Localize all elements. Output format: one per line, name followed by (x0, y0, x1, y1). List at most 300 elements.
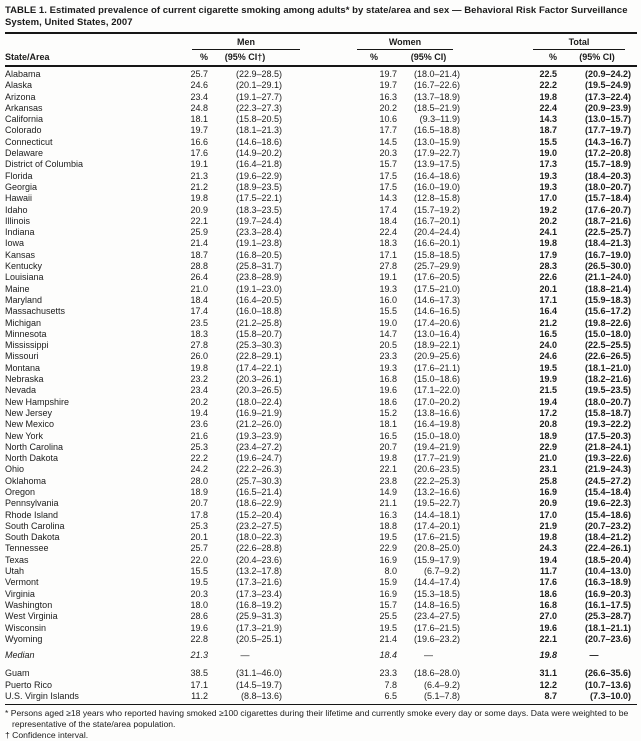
women-pct-cell: 16.3 (379, 91, 397, 102)
total-pct-cell: 22.1 (539, 633, 557, 644)
men-pct-cell: 20.7 (190, 498, 208, 509)
men-pct-cell: 23.4 (190, 385, 208, 396)
state-name-cell: New Mexico (5, 419, 55, 430)
women-pct-cell: 10.6 (379, 114, 397, 125)
women-pct-cell: 18.4 (379, 650, 397, 661)
total-pct-header: % (548, 52, 557, 62)
women-ci-cell: (18.5–21.9) (413, 102, 460, 113)
state-name-cell: West Virginia (5, 611, 58, 622)
total-ci-cell: (20.9–23.9) (584, 102, 631, 113)
men-pct-cell: 18.7 (190, 249, 208, 260)
women-pct-cell: 25.5 (379, 611, 397, 622)
total-pct-cell: 20.8 (539, 419, 557, 430)
women-pct-cell: 23.3 (379, 351, 397, 362)
state-name-cell: New Hampshire (5, 396, 70, 407)
total-pct-cell: 12.2 (539, 679, 557, 690)
table-row (5, 125, 637, 136)
women-ci-cell: (6.4–9.2) (423, 679, 460, 690)
men-ci-cell: (22.8–29.1) (235, 351, 282, 362)
men-ci-cell: (17.3–23.4) (235, 588, 282, 599)
total-ci-cell: (17.5–20.3) (584, 430, 631, 441)
total-pct-cell: 22.9 (539, 441, 557, 452)
women-pct-cell: 15.9 (379, 577, 397, 588)
total-pct-cell: 24.0 (539, 340, 557, 351)
table-row (5, 205, 637, 216)
men-pct-cell: 21.0 (190, 283, 208, 294)
total-pct-cell: 19.8 (539, 238, 557, 249)
men-pct-cell: 22.2 (190, 453, 208, 464)
table-row (5, 521, 637, 532)
women-ci-cell: (12.8–15.8) (413, 193, 460, 204)
state-name-cell: Indiana (5, 227, 35, 238)
women-pct-cell: 16.5 (379, 430, 397, 441)
total-ci-cell: (20.7–23.6) (584, 633, 631, 644)
men-pct-cell: 24.2 (190, 464, 208, 475)
total-ci-cell: (22.6–26.5) (584, 351, 631, 362)
men-ci-cell: (16.4–20.5) (235, 294, 282, 305)
table-row (5, 261, 637, 272)
table-row (5, 272, 637, 283)
men-pct-cell: 25.7 (190, 69, 208, 79)
women-pct-cell: 22.4 (379, 227, 397, 238)
women-pct-cell: 20.5 (379, 340, 397, 351)
state-name-cell: Iowa (5, 238, 25, 249)
men-ci-cell: (31.1–46.0) (235, 668, 282, 679)
men-ci-cell: (18.1–21.3) (235, 125, 282, 136)
women-ci-cell: (13.0–15.9) (413, 136, 460, 147)
state-name-cell: Rhode Island (5, 509, 59, 520)
total-pct-cell: 22.2 (539, 80, 557, 91)
women-pct-cell: 19.5 (379, 532, 397, 543)
women-pct-cell: 21.4 (379, 633, 397, 644)
table-row (5, 306, 637, 317)
total-pct-cell: 20.1 (539, 283, 557, 294)
total-ci-cell: (19.6–22.3) (584, 498, 631, 509)
men-ci-cell: (19.6–24.7) (235, 453, 282, 464)
total-ci-cell: (18.0–20.7) (584, 181, 631, 192)
total-ci-cell: (14.3–16.7) (584, 136, 631, 147)
women-pct-cell: 17.4 (379, 204, 397, 215)
table-row (5, 566, 637, 577)
state-name-cell: North Dakota (5, 453, 59, 464)
women-group-label: Women (357, 37, 453, 50)
men-pct-cell: 18.3 (190, 328, 208, 339)
total-ci-cell: (15.7–18.4) (584, 193, 631, 204)
total-pct-cell: 16.4 (539, 306, 557, 317)
column-group-men (150, 33, 282, 50)
men-ci-cell: (22.9–28.5) (235, 69, 282, 79)
total-ci-cell: (15.0–18.0) (584, 328, 631, 339)
total-pct-cell: 21.0 (539, 453, 557, 464)
total-pct-cell: 22.4 (539, 102, 557, 113)
women-pct-cell: 16.3 (379, 509, 397, 520)
women-ci-cell: (17.9–22.7) (413, 148, 460, 159)
total-ci-cell: (18.8–21.4) (584, 283, 631, 294)
total-ci-cell: (19.3–22.2) (584, 419, 631, 430)
women-ci-cell: (18.9–22.1) (413, 340, 460, 351)
men-ci-cell: (16.8–20.5) (235, 249, 282, 260)
table-row (5, 250, 637, 261)
women-ci-cell: (15.3–18.5) (413, 588, 460, 599)
table-row (5, 453, 637, 464)
state-area-header: State/Area (5, 52, 50, 62)
women-ci-cell: (20.6–23.5) (413, 464, 460, 475)
women-ci-cell: (15.8–18.5) (413, 249, 460, 260)
men-pct-cell: 23.6 (190, 419, 208, 430)
table-row (5, 510, 637, 521)
men-pct-cell: 18.4 (190, 294, 208, 305)
total-pct-cell: 16.5 (539, 328, 557, 339)
state-name-cell: Michigan (5, 317, 42, 328)
men-ci-cell: (18.3–23.5) (235, 204, 282, 215)
table-row (5, 464, 637, 475)
men-pct-cell: 23.2 (190, 374, 208, 385)
total-ci-cell: (21.1–24.0) (584, 272, 631, 283)
state-name-cell: Tennessee (5, 543, 49, 554)
table-row (5, 227, 637, 238)
women-ci-cell: (16.5–18.8) (413, 125, 460, 136)
table-row (5, 680, 637, 691)
footnote-dagger: † Confidence interval. (5, 729, 89, 740)
women-ci-cell: (17.4–20.6) (413, 317, 460, 328)
men-pct-cell: 20.9 (190, 204, 208, 215)
men-pct-header: % (199, 52, 208, 62)
women-pct-cell: 19.8 (379, 453, 397, 464)
men-pct-cell: 25.9 (190, 227, 208, 238)
men-pct-cell: 28.8 (190, 261, 208, 272)
men-pct-cell: 23.4 (190, 91, 208, 102)
women-pct-cell: 18.8 (379, 520, 397, 531)
total-pct-cell: 17.0 (539, 509, 557, 520)
total-pct-cell: 14.3 (539, 114, 557, 125)
women-pct-cell: 17.7 (379, 125, 397, 136)
men-pct-cell: 21.6 (190, 430, 208, 441)
men-pct-cell: 18.1 (190, 114, 208, 125)
state-name-cell: North Carolina (5, 441, 64, 452)
state-name-cell: Virginia (5, 588, 35, 599)
state-name-cell: Pennsylvania (5, 498, 59, 509)
total-ci-cell: (16.1–17.5) (584, 599, 631, 610)
table-row (5, 691, 637, 705)
state-name-cell: California (5, 114, 44, 125)
table-row (5, 577, 637, 588)
women-pct-cell: 14.5 (379, 136, 397, 147)
women-ci-cell: — (424, 650, 433, 661)
men-ci-cell: (17.3–21.9) (235, 622, 282, 633)
state-name-cell: Arkansas (5, 102, 43, 113)
men-ci-cell: (18.0–22.3) (235, 532, 282, 543)
men-ci-cell: (23.2–27.5) (235, 520, 282, 531)
total-ci-cell: (16.9–20.3) (584, 588, 631, 599)
total-pct-cell: 27.0 (539, 611, 557, 622)
men-ci-cell: — (240, 650, 250, 661)
total-ci-cell: (21.9–24.3) (584, 464, 631, 475)
total-pct-cell: 19.5 (539, 362, 557, 373)
state-name-cell: Wyoming (5, 633, 43, 644)
women-ci-cell: (13.7–18.9) (413, 91, 460, 102)
women-ci-cell: (16.4–18.6) (413, 170, 460, 181)
men-ci-cell: (22.3–27.3) (235, 102, 282, 113)
table-row (5, 487, 637, 498)
women-pct-cell: 17.5 (379, 170, 397, 181)
men-ci-cell: (16.8–19.2) (235, 599, 282, 610)
total-ci-cell: (19.8–22.6) (584, 317, 631, 328)
table-row (5, 611, 637, 622)
total-pct-cell: 19.2 (539, 204, 557, 215)
men-ci-cell: (17.3–21.6) (235, 577, 282, 588)
table-row (5, 66, 637, 80)
women-pct-cell: 20.7 (379, 441, 397, 452)
median-row-section (5, 645, 637, 665)
total-pct-cell: 19.4 (539, 554, 557, 565)
women-ci-cell: (13.2–16.6) (413, 486, 460, 497)
total-ci-cell: (17.7–19.7) (584, 125, 631, 136)
state-name-cell: Florida (5, 170, 33, 181)
total-pct-cell: 21.2 (539, 317, 557, 328)
women-ci-cell: (19.4–21.9) (413, 441, 460, 452)
state-name-cell: U.S. Virgin Islands (5, 691, 79, 702)
men-pct-cell: 25.7 (190, 543, 208, 554)
footnote-asterisk: * Persons aged ≥18 years who reported having smoked ≥100 cigarettes during their lifetime and currently smoke every day or some days. Data were weighted to be representative of the state/area population. (5, 708, 629, 729)
table-header (5, 33, 637, 66)
women-ci-cell: (15.0–18.0) (413, 430, 460, 441)
women-ci-cell: (9.3–11.9) (419, 114, 460, 125)
men-pct-cell: 19.5 (190, 577, 208, 588)
men-ci-header: (95% CI†) (224, 52, 266, 62)
men-ci-cell: (20.5–25.1) (235, 633, 282, 644)
women-pct-cell: 19.5 (379, 622, 397, 633)
women-ci-cell: (18.0–21.4) (413, 69, 460, 79)
men-pct-cell: 27.8 (190, 340, 208, 351)
total-ci-cell: (26.6–35.6) (584, 668, 631, 679)
state-name-cell: Maryland (5, 294, 43, 305)
total-ci-cell: — (589, 650, 599, 661)
table-row (5, 397, 637, 408)
women-ci-cell: (5.1–7.8) (423, 691, 460, 702)
men-pct-cell: 23.5 (190, 317, 208, 328)
total-pct-cell: 22.5 (539, 69, 557, 79)
women-pct-cell: 18.6 (379, 396, 397, 407)
total-pct-cell: 19.6 (539, 622, 557, 633)
women-pct-cell: 19.7 (379, 80, 397, 91)
men-ci-cell: (14.5–19.7) (235, 679, 282, 690)
table-row (5, 442, 637, 453)
men-ci-cell: (25.3–30.3) (235, 340, 282, 351)
women-pct-cell: 18.4 (379, 215, 397, 226)
total-ci-cell: (15.4–18.4) (584, 486, 631, 497)
table-row (5, 318, 637, 329)
men-pct-cell: 24.8 (190, 102, 208, 113)
men-pct-cell: 28.0 (190, 475, 208, 486)
men-ci-cell: (19.6–22.9) (235, 170, 282, 181)
men-ci-cell: (19.1–23.8) (235, 238, 282, 249)
total-ci-cell: (18.2–21.6) (584, 374, 631, 385)
women-ci-cell: (16.6–20.1) (413, 238, 460, 249)
men-ci-cell: (13.2–17.8) (235, 566, 282, 577)
total-pct-cell: 28.3 (539, 261, 557, 272)
table-row (5, 159, 637, 170)
men-pct-cell: 20.2 (190, 396, 208, 407)
total-pct-cell: 19.9 (539, 374, 557, 385)
total-ci-cell: (20.7–23.2) (584, 520, 631, 531)
total-pct-cell: 19.8 (539, 91, 557, 102)
men-ci-cell: (17.4–22.1) (235, 362, 282, 373)
men-ci-cell: (16.4–21.8) (235, 159, 282, 170)
men-ci-cell: (22.2–26.3) (235, 464, 282, 475)
total-pct-cell: 19.3 (539, 170, 557, 181)
total-pct-cell: 24.6 (539, 351, 557, 362)
men-pct-cell: 28.6 (190, 611, 208, 622)
state-name-cell: Idaho (5, 204, 28, 215)
total-pct-cell: 19.8 (539, 532, 557, 543)
women-ci-cell: (16.0–19.0) (413, 181, 460, 192)
table-row (5, 171, 637, 182)
table-row (5, 137, 637, 148)
total-pct-cell: 8.7 (544, 691, 557, 702)
total-pct-cell: 18.6 (539, 588, 557, 599)
men-ci-cell: (21.2–25.8) (235, 317, 282, 328)
men-ci-cell: (19.3–23.9) (235, 430, 282, 441)
total-ci-cell: (19.3–22.6) (584, 453, 631, 464)
men-ci-cell: (15.8–20.5) (235, 114, 282, 125)
women-ci-cell: (20.4–24.4) (413, 227, 460, 238)
median-row (5, 645, 637, 665)
total-ci-cell: (17.2–20.8) (584, 148, 631, 159)
women-pct-cell: 23.8 (379, 475, 397, 486)
total-ci-cell: (10.7–13.6) (584, 679, 631, 690)
women-ci-cell: (25.7–29.9) (413, 261, 460, 272)
table-row (5, 193, 637, 204)
women-pct-cell: 22.1 (379, 464, 397, 475)
state-name-cell: Nevada (5, 385, 37, 396)
total-ci-cell: (15.4–18.6) (584, 509, 631, 520)
women-pct-cell: 15.7 (379, 599, 397, 610)
women-pct-cell: 8.0 (384, 566, 397, 577)
men-ci-cell: (19.7–24.4) (235, 215, 282, 226)
state-name-cell: Connecticut (5, 136, 53, 147)
state-rows (5, 66, 637, 645)
state-name-cell: Nebraska (5, 374, 44, 385)
women-ci-cell: (17.6–21.5) (413, 622, 460, 633)
men-pct-cell: 19.4 (190, 407, 208, 418)
men-ci-cell: (20.4–23.6) (235, 554, 282, 565)
smoking-prevalence-table (5, 32, 637, 705)
men-ci-cell: (15.8–20.7) (235, 328, 282, 339)
women-pct-cell: 19.1 (379, 272, 397, 283)
women-ci-cell: (14.4–17.4) (413, 577, 460, 588)
state-name-cell: Alaska (5, 80, 33, 91)
total-ci-cell: (17.3–22.4) (584, 91, 631, 102)
total-ci-cell: (15.8–18.7) (584, 407, 631, 418)
women-pct-cell: 18.3 (379, 238, 397, 249)
total-pct-cell: 25.8 (539, 475, 557, 486)
table-row (5, 623, 637, 634)
total-pct-cell: 17.1 (539, 294, 557, 305)
state-name-cell: Alabama (5, 69, 41, 79)
men-pct-cell: 19.6 (190, 622, 208, 633)
men-ci-cell: (25.8–31.7) (235, 261, 282, 272)
men-ci-cell: (20.3–26.1) (235, 374, 282, 385)
total-pct-cell: 16.9 (539, 486, 557, 497)
table-row (5, 148, 637, 159)
total-ci-cell: (17.6–20.7) (584, 204, 631, 215)
state-name-cell: Maine (5, 283, 30, 294)
total-ci-cell: (18.1–21.0) (584, 362, 631, 373)
table-row (5, 114, 637, 125)
column-header-row (5, 50, 637, 66)
total-pct-cell: 31.1 (539, 668, 557, 679)
women-pct-cell: 15.7 (379, 159, 397, 170)
total-pct-cell: 19.0 (539, 148, 557, 159)
table-row (5, 216, 637, 227)
women-ci-cell: (17.5–21.0) (413, 283, 460, 294)
men-pct-cell: 26.0 (190, 351, 208, 362)
total-pct-cell: 17.9 (539, 249, 557, 260)
table-row (5, 284, 637, 295)
total-pct-cell: 15.5 (539, 136, 557, 147)
total-ci-cell: (7.3–10.0) (589, 691, 631, 702)
men-pct-cell: 25.3 (190, 520, 208, 531)
total-pct-cell: 20.9 (539, 498, 557, 509)
total-group-label: Total (533, 37, 625, 50)
men-ci-cell: (23.3–28.4) (235, 227, 282, 238)
total-ci-cell: (25.3–28.7) (584, 611, 631, 622)
women-ci-header: (95% CI) (410, 52, 447, 62)
men-pct-cell: 22.1 (190, 215, 208, 226)
total-ci-cell: (15.7–18.9) (584, 159, 631, 170)
men-group-label: Men (192, 37, 300, 50)
men-pct-cell: 16.6 (190, 136, 208, 147)
total-ci-cell: (21.8–24.1) (584, 441, 631, 452)
state-name-cell: Massachusetts (5, 306, 66, 317)
state-name-cell: Wisconsin (5, 622, 47, 633)
men-pct-cell: 22.8 (190, 633, 208, 644)
women-ci-cell: (16.7–22.6) (413, 80, 460, 91)
women-ci-cell: (13.9–17.5) (413, 159, 460, 170)
men-ci-cell: (25.9–31.3) (235, 611, 282, 622)
total-pct-cell: 24.1 (539, 227, 557, 238)
table-row (5, 363, 637, 374)
women-pct-cell: 6.5 (384, 691, 397, 702)
women-ci-cell: (6.7–9.2) (423, 566, 460, 577)
men-ci-cell: (16.0–18.8) (235, 306, 282, 317)
table-title: TABLE 1. Estimated prevalence of current cigarette smoking among adults* by state/area and sex — Behavioral Risk Factor Surveillance System, United States, 2007 (5, 5, 628, 28)
women-ci-cell: (17.6–20.5) (413, 272, 460, 283)
state-name-cell: Mississippi (5, 340, 49, 351)
men-pct-cell: 19.8 (190, 362, 208, 373)
women-pct-cell: 27.8 (379, 261, 397, 272)
women-pct-cell: 19.3 (379, 283, 397, 294)
women-pct-cell: 16.9 (379, 588, 397, 599)
state-name-cell: Missouri (5, 351, 39, 362)
women-pct-cell: 21.1 (379, 498, 397, 509)
table-row (5, 543, 637, 554)
men-ci-cell: (18.9–23.5) (235, 181, 282, 192)
women-ci-cell: (19.6–23.2) (413, 633, 460, 644)
total-ci-cell: (20.9–24.2) (584, 69, 631, 79)
total-ci-cell: (18.4–21.3) (584, 238, 631, 249)
men-ci-cell: (15.2–20.4) (235, 509, 282, 520)
women-ci-cell: (22.2–25.3) (413, 475, 460, 486)
women-ci-cell: (23.4–27.5) (413, 611, 460, 622)
men-ci-cell: (18.6–22.9) (235, 498, 282, 509)
women-pct-cell: 15.5 (379, 306, 397, 317)
state-name-cell: Kentucky (5, 261, 43, 272)
table-row (5, 92, 637, 103)
women-ci-cell: (19.5–22.7) (413, 498, 460, 509)
women-pct-cell: 14.3 (379, 193, 397, 204)
table-row (5, 238, 637, 249)
